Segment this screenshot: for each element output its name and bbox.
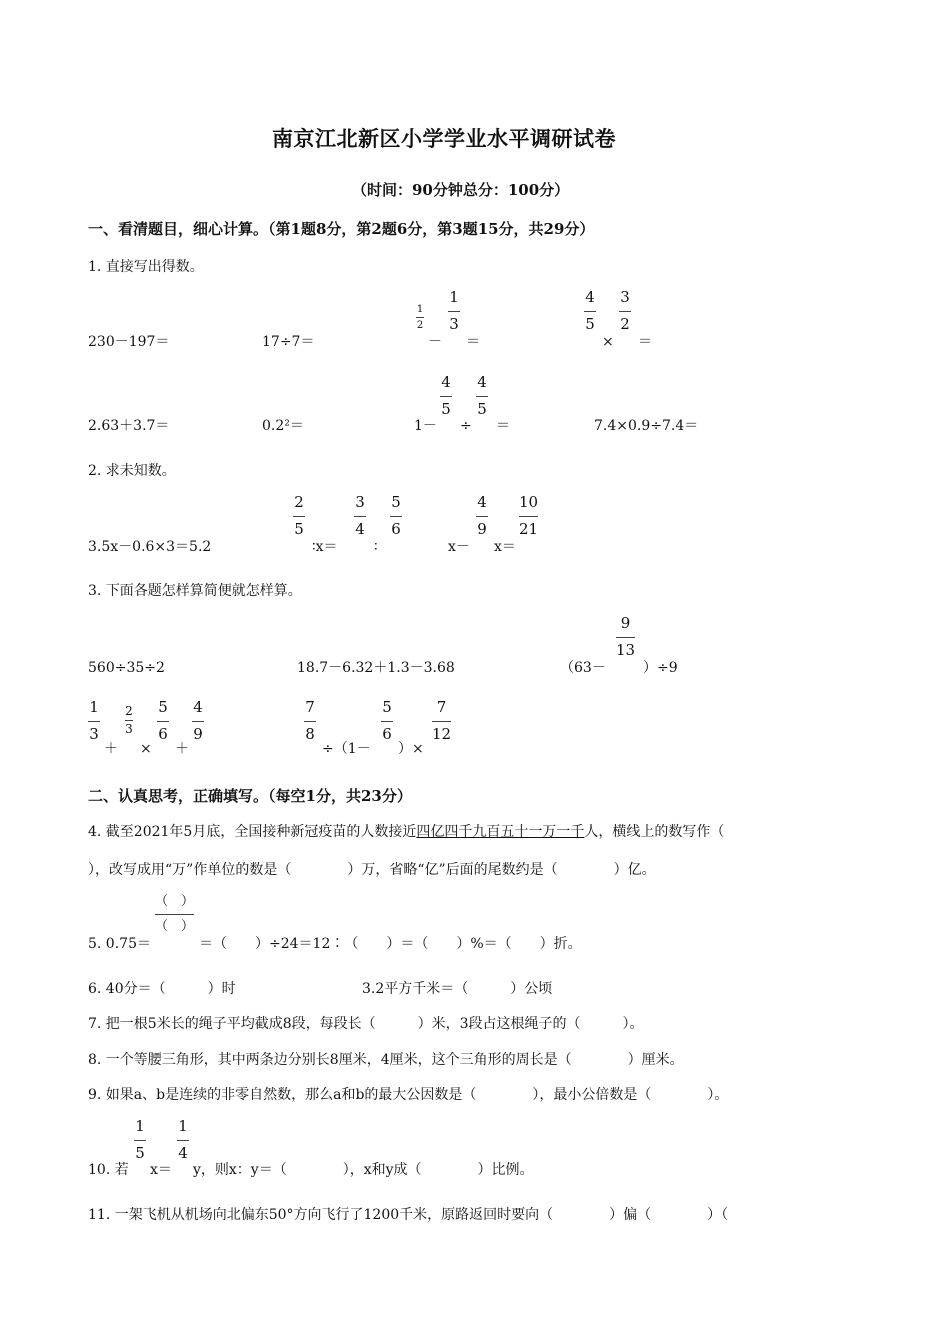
- operator: ×: [140, 741, 152, 757]
- q6-part1: 6. 40分＝（ ）时: [88, 981, 236, 997]
- q5-prefix: 5. 0.75＝: [88, 936, 151, 952]
- fraction: 3 4: [355, 493, 365, 538]
- operator: ∶: [374, 539, 378, 555]
- fraction: 4 9: [477, 493, 487, 538]
- fraction: 1 4: [178, 1117, 188, 1162]
- fraction: 1 5: [135, 1117, 145, 1162]
- q8: 8. 一个等腰三角形，其中两条边分别长8厘米，4厘米，这个三角形的周长是（ ）厘米。: [88, 1052, 684, 1068]
- q1-label: 1. 直接写出得数。: [88, 259, 204, 275]
- fraction: 3 2: [620, 288, 630, 333]
- q10-suffix: y，则x：y＝（ ），x和y成（ ）比例。: [193, 1162, 534, 1178]
- q1-expr-5: 2.63＋3.7＝: [88, 418, 170, 434]
- page-title: 南京江北新区小学学业水平调研试卷: [272, 126, 616, 151]
- q5-suffix: ＝（ ）÷24＝12∶（ ）＝（ ）%＝（ ）折。: [199, 936, 582, 952]
- q2-expr-1: 3.5x－0.6×3＝5.2: [88, 539, 212, 555]
- fraction: 7 8: [305, 698, 315, 743]
- q1-expr-1: 230－197＝: [88, 334, 170, 350]
- q3-label: 3. 下面各题怎样算简便就怎样算。: [88, 583, 302, 599]
- operator: x＝: [150, 1162, 172, 1178]
- fraction: 1 3: [89, 698, 99, 743]
- fraction: 4 5: [477, 373, 487, 418]
- equals: ＝: [466, 334, 480, 350]
- fraction: 5 6: [158, 698, 168, 743]
- operator: ÷: [460, 418, 472, 434]
- section2-heading: 二、认真思考，正确填写。（每空1分，共23分）: [88, 787, 412, 805]
- fraction-blank: （ ） （ ）: [155, 894, 195, 934]
- fraction: 9 13: [616, 614, 636, 659]
- q9: 9. 如果a、b是连续的非零自然数，那么a和b的最大公因数是（ ），最小公倍数是（ ）。: [88, 1087, 729, 1103]
- prefix: 1－: [414, 418, 437, 434]
- operator: －: [428, 334, 442, 350]
- q10-prefix: 10. 若: [88, 1162, 129, 1178]
- fraction: 4 5: [585, 288, 595, 333]
- fraction: 4 9: [193, 698, 203, 743]
- fraction: 10 21: [519, 493, 539, 538]
- q4-underlined-number: 四亿四千九百五十一万一千: [416, 824, 585, 840]
- q4-text: 人，横线上的数写作（: [584, 824, 725, 840]
- fraction: 5 6: [382, 698, 392, 743]
- q3-expr-2: 18.7－6.32＋1.3－3.68: [297, 660, 455, 676]
- fraction: 2 3: [125, 704, 133, 736]
- operator: ÷（1－: [322, 741, 371, 757]
- q4-line1: [88, 823, 724, 841]
- q3-expr-1: 560÷35÷2: [88, 660, 165, 676]
- operator: ＋: [175, 741, 189, 757]
- q1-expr-8: 7.4×0.9÷7.4＝: [594, 418, 699, 434]
- q11: 11. 一架飞机从机场向北偏东50°方向飞行了1200千米，原路返回时要向（ ）偏（ ）（: [88, 1207, 729, 1223]
- fraction: 2 5: [294, 493, 304, 538]
- suffix: ）÷9: [643, 660, 678, 676]
- fraction: 1 3: [449, 288, 459, 333]
- fraction: 1 2: [416, 304, 424, 331]
- suffix: ）×: [398, 741, 424, 757]
- q7: 7. 把一根5米长的绳子平均截成8段，每段长（ ）米，3段占这根绳子的（ ）。: [88, 1016, 644, 1032]
- fraction: 4 5: [441, 373, 451, 418]
- equals: ＝: [496, 418, 510, 434]
- section1-heading: 一、看清题目，细心计算。（第1题8分，第2题6分，第3题15分，共29分）: [88, 220, 595, 238]
- q4-line2: ），改写成用“万”作单位的数是（ ）万，省略“亿”后面的尾数约是（ ）亿。: [88, 862, 656, 878]
- prefix: （63－: [560, 660, 606, 676]
- prefix: x－: [448, 539, 470, 555]
- fraction: 7 12: [432, 698, 452, 743]
- operator: ∶x＝: [312, 539, 338, 555]
- fraction: 5 6: [391, 493, 401, 538]
- operator: x＝: [494, 539, 516, 555]
- q1-expr-6: 0.2²＝: [262, 418, 304, 434]
- q1-expr-2: 17÷7＝: [262, 334, 315, 350]
- q4-text: 4. 截至2021年5月底，全国接种新冠疫苗的人数接近: [88, 824, 417, 840]
- operator: ＋: [104, 741, 118, 757]
- q6-part2: 3.2平方千米＝（ ）公顷: [362, 981, 553, 997]
- equals: ＝: [638, 334, 652, 350]
- exam-info: （时间：90分钟总分：100分）: [352, 181, 570, 199]
- operator: ×: [602, 334, 614, 350]
- q2-label: 2. 求未知数。: [88, 463, 176, 479]
